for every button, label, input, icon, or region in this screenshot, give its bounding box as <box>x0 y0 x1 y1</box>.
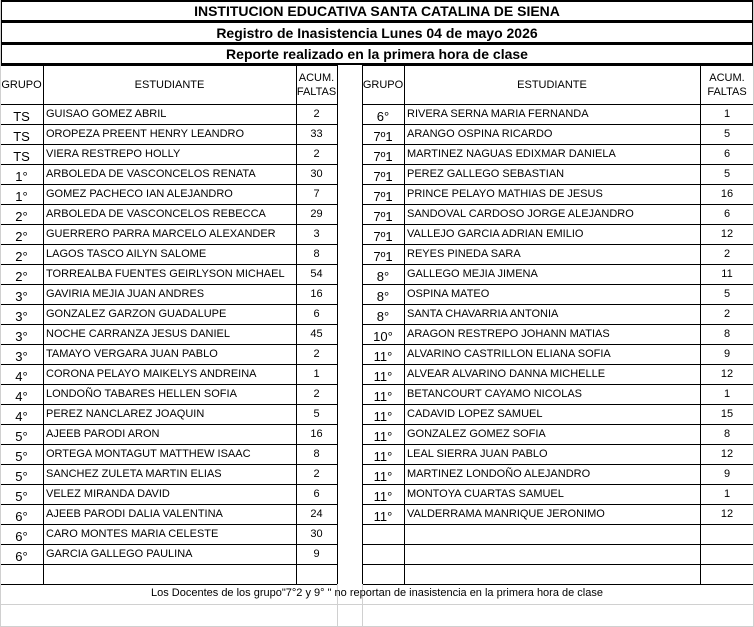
cell-faltas <box>296 564 337 584</box>
cell-faltas: 6 <box>723 208 731 220</box>
cell-estudiante: LONDOÑO TABARES HELLEN SOFIA <box>46 388 237 400</box>
cell-grupo: 2° <box>15 269 28 284</box>
cell-faltas: 12 <box>720 368 734 380</box>
cell-grupo: 4° <box>15 389 28 404</box>
cell-faltas: 8 <box>723 328 731 340</box>
cell-estudiante: OROPEZA PREENT HENRY LEANDRO <box>46 128 245 140</box>
header-student-left: ESTUDIANTE <box>134 78 205 91</box>
cell-faltas: 6 <box>313 488 320 500</box>
cell-faltas <box>700 544 754 564</box>
report-note: Reporte realizado en la primera hora de clase <box>0 43 754 65</box>
cell-estudiante: OSPINA MATEO <box>407 288 490 300</box>
cell-faltas: 5 <box>723 128 731 140</box>
cell-faltas: 6 <box>723 148 731 160</box>
cell-grupo: TS <box>13 149 30 164</box>
header-student-right: ESTUDIANTE <box>517 78 587 91</box>
cell-faltas: 2 <box>313 388 320 400</box>
cell-estudiante: TORREALBA FUENTES GEIRLYSON MICHAEL <box>46 268 285 280</box>
cell-estudiante <box>404 544 700 564</box>
cell-grupo: 11° <box>373 449 393 464</box>
cell-grupo: 7º1 <box>373 229 393 244</box>
cell-faltas: 16 <box>720 188 734 200</box>
cell-faltas: 5 <box>723 168 731 180</box>
school-title: INSTITUCION EDUCATIVA SANTA CATALINA DE SIENA <box>0 0 754 22</box>
cell-estudiante: ALVARINO CASTRILLON ELIANA SOFIA <box>407 348 611 360</box>
cell-faltas: 9 <box>723 348 731 360</box>
cell-estudiante: TAMAYO VERGARA JUAN PABLO <box>46 348 218 360</box>
cell-grupo: 11° <box>373 349 393 364</box>
cell-estudiante: AJEEB PARODI DALIA VALENTINA <box>46 508 223 520</box>
cell-estudiante: GAVIRIA MEJIA JUAN ANDRES <box>46 288 205 300</box>
cell-grupo: 2° <box>15 209 28 224</box>
cell-faltas: 12 <box>720 228 734 240</box>
cell-estudiante: SANCHEZ ZULETA MARTIN ELIAS <box>46 468 222 480</box>
cell-grupo: 11° <box>373 369 393 384</box>
cell-grupo: 6° <box>15 549 28 564</box>
cell-faltas: 3 <box>313 228 320 240</box>
cell-grupo: 3° <box>15 289 28 304</box>
cell-grupo: 5° <box>15 489 28 504</box>
cell-faltas: 2 <box>313 348 320 360</box>
cell-estudiante: PEREZ NANCLAREZ JOAQUIN <box>46 408 205 420</box>
cell-estudiante: CORONA PELAYO MAIKELYS ANDREINA <box>46 368 257 380</box>
header-absences-left: ACUM. FALTAS <box>296 71 337 98</box>
cell-estudiante: GUISAO GOMEZ ABRIL <box>46 108 167 120</box>
cell-faltas <box>700 524 754 544</box>
cell-faltas: 7 <box>313 188 320 200</box>
cell-grupo: 3° <box>15 349 28 364</box>
cell-estudiante: GONZALEZ GOMEZ SOFIA <box>407 428 546 440</box>
cell-estudiante: VIERA RESTREPO HOLLY <box>46 148 181 160</box>
cell-grupo: 6° <box>15 509 28 524</box>
cell-estudiante: VALDERRAMA MANRIQUE JERONIMO <box>407 508 605 520</box>
cell-estudiante: ARANGO OSPINA RICARDO <box>407 128 553 140</box>
cell-estudiante <box>43 564 296 584</box>
cell-grupo: TS <box>13 129 30 144</box>
cell-faltas: 2 <box>723 308 731 320</box>
header-group-right: GRUPO <box>362 78 404 91</box>
footer-note: Los Docentes de los grupo"7°2 y 9° " no reportan de inasistencia en la primera hora de clase <box>151 587 603 599</box>
cell-faltas: 2 <box>313 148 320 160</box>
cell-faltas: 8 <box>313 448 320 460</box>
cell-estudiante: CARO MONTES MARIA CELESTE <box>46 528 219 540</box>
cell-faltas: 24 <box>310 508 323 520</box>
cell-grupo: 10° <box>373 329 393 344</box>
cell-grupo: 4° <box>15 369 28 384</box>
cell-estudiante: MARTINEZ LONDOÑO ALEJANDRO <box>407 468 591 480</box>
report-subtitle: Registro de Inasistencia Lunes 04 de mayo 2026 <box>0 21 754 44</box>
cell-estudiante <box>404 564 700 584</box>
cell-faltas: 9 <box>313 548 320 560</box>
cell-grupo: 8° <box>376 289 390 304</box>
cell-grupo <box>0 564 43 584</box>
cell-estudiante: GARCIA GALLEGO PAULINA <box>46 548 193 560</box>
cell-grupo: 11° <box>373 429 393 444</box>
cell-faltas: 16 <box>310 288 323 300</box>
cell-estudiante: SANTA CHAVARRIA ANTONIA <box>407 308 559 320</box>
cell-faltas: 12 <box>720 448 734 460</box>
cell-estudiante: ORTEGA MONTAGUT MATTHEW ISAAC <box>46 448 251 460</box>
cell-estudiante: GUERRERO PARRA MARCELO ALEXANDER <box>46 228 276 240</box>
cell-grupo: 7º1 <box>373 189 393 204</box>
cell-estudiante: PEREZ GALLEGO SEBASTIAN <box>407 168 565 180</box>
cell-faltas: 1 <box>313 368 320 380</box>
cell-grupo <box>362 544 404 564</box>
cell-faltas: 1 <box>723 388 731 400</box>
cell-faltas: 54 <box>310 268 323 280</box>
cell-grupo: 11° <box>373 389 393 404</box>
cell-estudiante: ARAGON RESTREPO JOHANN MATIAS <box>407 328 610 340</box>
cell-grupo: 11° <box>373 489 393 504</box>
cell-grupo: 2° <box>15 249 28 264</box>
cell-grupo: TS <box>13 109 30 124</box>
cell-faltas: 5 <box>723 288 731 300</box>
cell-grupo: 11° <box>373 509 393 524</box>
cell-estudiante: GOMEZ PACHECO IAN ALEJANDRO <box>46 188 233 200</box>
cell-grupo: 6° <box>376 109 390 124</box>
cell-estudiante <box>404 524 700 544</box>
cell-grupo: 5° <box>15 429 28 444</box>
cell-grupo: 3° <box>15 329 28 344</box>
cell-estudiante: NOCHE CARRANZA JESUS DANIEL <box>46 328 230 340</box>
cell-estudiante: ARBOLEDA DE VASCONCELOS RENATA <box>46 168 256 180</box>
cell-faltas: 5 <box>313 408 320 420</box>
cell-estudiante: GALLEGO MEJIA JIMENA <box>407 268 538 280</box>
cell-grupo: 3° <box>15 309 28 324</box>
cell-estudiante: MARTINEZ NAGUAS EDIXMAR DANIELA <box>407 148 616 160</box>
cell-estudiante: LAGOS TASCO AILYN SALOME <box>46 248 207 260</box>
cell-estudiante: RIVERA SERNA MARIA FERNANDA <box>407 108 589 120</box>
cell-grupo: 2° <box>15 229 28 244</box>
cell-estudiante: PRINCE PELAYO MATHIAS DE JESUS <box>407 188 603 200</box>
cell-estudiante: GONZALEZ GARZON GUADALUPE <box>46 308 227 320</box>
cell-faltas: 9 <box>723 468 731 480</box>
cell-grupo: 5° <box>15 469 28 484</box>
cell-faltas: 30 <box>310 168 323 180</box>
cell-grupo: 7º1 <box>373 169 393 184</box>
cell-faltas: 1 <box>723 108 731 120</box>
cell-grupo: 7º1 <box>373 249 393 264</box>
cell-faltas <box>700 564 754 584</box>
cell-estudiante: REYES PINEDA SARA <box>407 248 521 260</box>
cell-faltas: 1 <box>723 488 731 500</box>
cell-grupo <box>362 564 404 584</box>
cell-grupo: 8° <box>376 269 390 284</box>
cell-faltas: 8 <box>313 248 320 260</box>
cell-faltas: 30 <box>310 528 323 540</box>
cell-grupo: 6° <box>15 529 28 544</box>
cell-grupo: 11° <box>373 409 393 424</box>
header-absences-right: ACUM. FALTAS <box>707 71 747 98</box>
cell-faltas: 29 <box>310 208 323 220</box>
cell-faltas: 11 <box>721 268 733 280</box>
cell-grupo: 5° <box>15 449 28 464</box>
cell-faltas: 16 <box>310 428 323 440</box>
cell-grupo: 11° <box>373 469 393 484</box>
cell-faltas: 6 <box>313 308 320 320</box>
cell-estudiante: VALLEJO GARCIA ADRIAN EMILIO <box>407 228 584 240</box>
cell-estudiante: MONTOYA CUARTAS SAMUEL <box>407 488 564 500</box>
cell-estudiante: CADAVID LOPEZ SAMUEL <box>407 408 543 420</box>
cell-estudiante: ARBOLEDA DE VASCONCELOS REBECCA <box>46 208 266 220</box>
header-group-left: GRUPO <box>1 78 42 91</box>
cell-grupo: 4° <box>15 409 28 424</box>
cell-faltas: 45 <box>310 328 323 340</box>
cell-grupo: 8° <box>376 309 390 324</box>
cell-grupo: 7º1 <box>373 149 393 164</box>
cell-faltas: 12 <box>720 508 734 520</box>
cell-estudiante: AJEEB PARODI ARON <box>46 428 160 440</box>
cell-faltas: 33 <box>310 128 323 140</box>
cell-faltas: 2 <box>313 108 320 120</box>
cell-faltas: 15 <box>720 408 734 420</box>
cell-estudiante: BETANCOURT CAYAMO NICOLAS <box>407 388 583 400</box>
cell-estudiante: VELEZ MIRANDA DAVID <box>46 488 170 500</box>
cell-faltas: 8 <box>723 428 731 440</box>
cell-faltas: 2 <box>723 248 731 260</box>
cell-grupo: 1° <box>15 189 28 204</box>
cell-faltas: 2 <box>313 468 320 480</box>
cell-grupo: 1° <box>15 169 28 184</box>
cell-grupo <box>362 524 404 544</box>
cell-grupo: 7º1 <box>373 129 393 144</box>
cell-estudiante: ALVEAR ALVARINO DANNA MICHELLE <box>407 368 606 380</box>
cell-estudiante: LEAL SIERRA JUAN PABLO <box>407 448 548 460</box>
cell-estudiante: SANDOVAL CARDOSO JORGE ALEJANDRO <box>407 208 634 220</box>
cell-grupo: 7º1 <box>373 209 393 224</box>
